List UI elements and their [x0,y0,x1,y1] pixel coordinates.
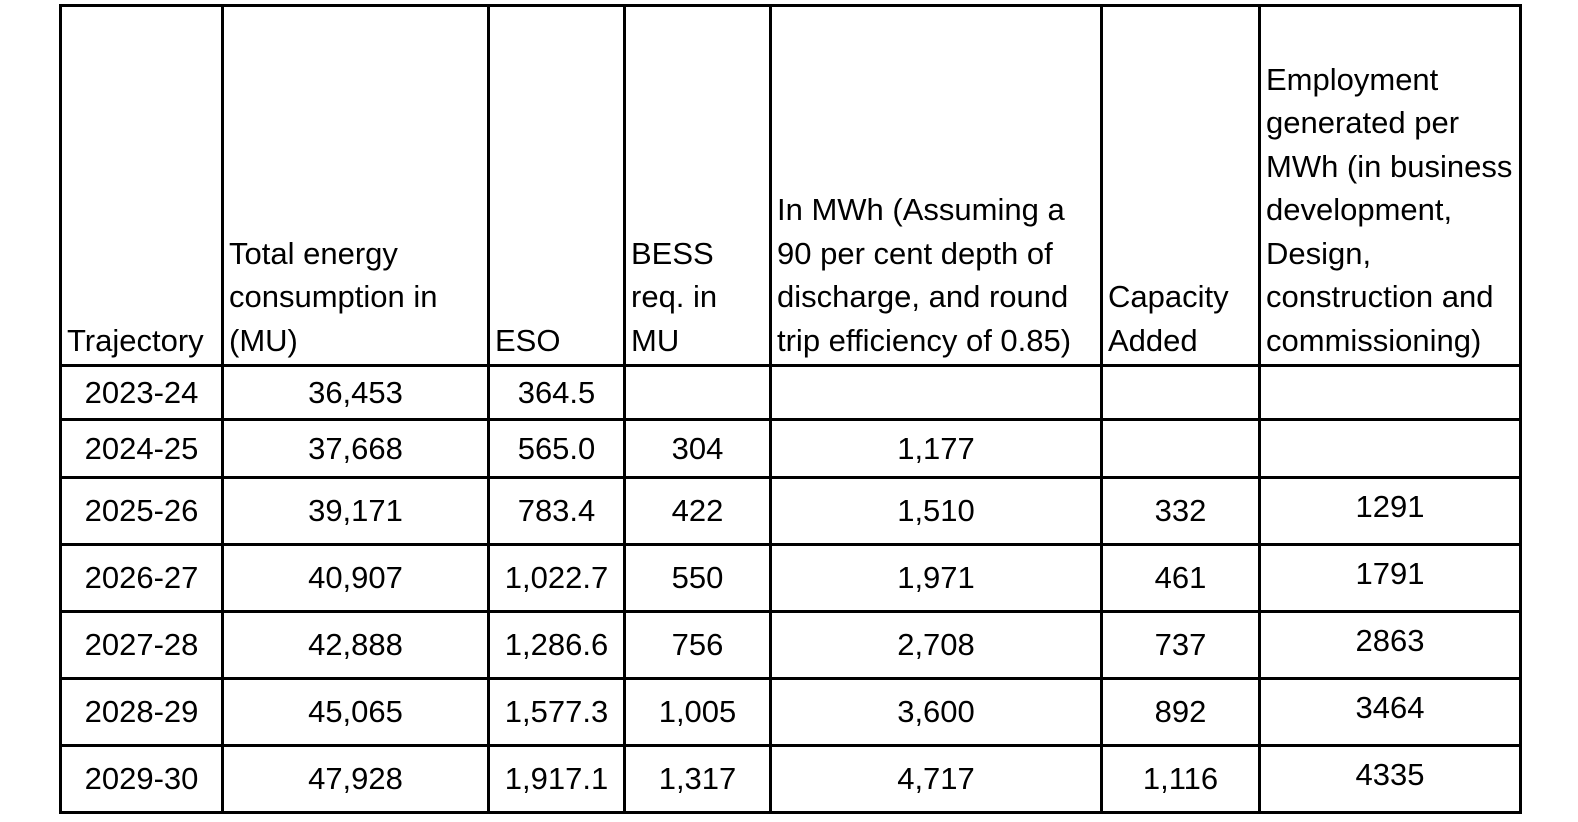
cell-total-energy: 39,171 [223,478,489,545]
cell-bess: 304 [625,420,771,478]
cell-trajectory: 2025-26 [61,478,223,545]
cell-mwh [771,366,1102,420]
cell-mwh: 4,717 [771,746,1102,813]
data-table [59,4,1522,814]
header-row [61,6,1521,366]
header-trajectory: Trajectory [61,6,223,366]
cell-capacity-added: 332 [1102,478,1260,545]
cell-employment: 1291 [1260,478,1521,545]
cell-mwh: 1,177 [771,420,1102,478]
table-row [61,746,1521,813]
cell-eso: 1,022.7 [489,545,625,612]
cell-trajectory: 2024-25 [61,420,223,478]
cell-capacity-added: 1,116 [1102,746,1260,813]
cell-employment: 1791 [1260,545,1521,612]
cell-capacity-added: 461 [1102,545,1260,612]
table-row [61,679,1521,746]
header-eso: ESO [489,6,625,366]
cell-total-energy: 37,668 [223,420,489,478]
cell-eso: 783.4 [489,478,625,545]
cell-bess: 422 [625,478,771,545]
cell-eso: 565.0 [489,420,625,478]
cell-trajectory: 2029-30 [61,746,223,813]
table-row [61,612,1521,679]
cell-total-energy: 47,928 [223,746,489,813]
cell-eso: 364.5 [489,366,625,420]
table-row [61,366,1521,420]
cell-bess: 756 [625,612,771,679]
cell-mwh: 1,510 [771,478,1102,545]
cell-eso: 1,286.6 [489,612,625,679]
cell-bess: 550 [625,545,771,612]
cell-employment: 2863 [1260,612,1521,679]
header-employment: Employment generated per MWh (in business development, Design, construction and commissioning) [1260,6,1521,366]
cell-employment: 4335 [1260,746,1521,813]
cell-capacity-added [1102,366,1260,420]
cell-employment [1260,366,1521,420]
cell-eso: 1,577.3 [489,679,625,746]
cell-total-energy: 45,065 [223,679,489,746]
cell-bess: 1,317 [625,746,771,813]
cell-employment [1260,420,1521,478]
cell-mwh: 3,600 [771,679,1102,746]
cell-trajectory: 2027-28 [61,612,223,679]
cell-mwh: 1,971 [771,545,1102,612]
cell-total-energy: 42,888 [223,612,489,679]
cell-trajectory: 2026-27 [61,545,223,612]
cell-capacity-added [1102,420,1260,478]
cell-trajectory: 2028-29 [61,679,223,746]
header-total-energy: Total energy consumption in (MU) [223,6,489,366]
table-row [61,478,1521,545]
cell-capacity-added: 892 [1102,679,1260,746]
cell-mwh: 2,708 [771,612,1102,679]
table-row [61,420,1521,478]
cell-trajectory: 2023-24 [61,366,223,420]
cell-total-energy: 36,453 [223,366,489,420]
cell-employment: 3464 [1260,679,1521,746]
cell-capacity-added: 737 [1102,612,1260,679]
cell-bess: 1,005 [625,679,771,746]
header-mwh: In MWh (Assuming a 90 per cent depth of discharge, and round trip efficiency of 0.85) [771,6,1102,366]
header-capacity-added: Capacity Added [1102,6,1260,366]
cell-total-energy: 40,907 [223,545,489,612]
cell-eso: 1,917.1 [489,746,625,813]
table-row [61,545,1521,612]
cell-bess [625,366,771,420]
header-bess: BESS req. in MU [625,6,771,366]
